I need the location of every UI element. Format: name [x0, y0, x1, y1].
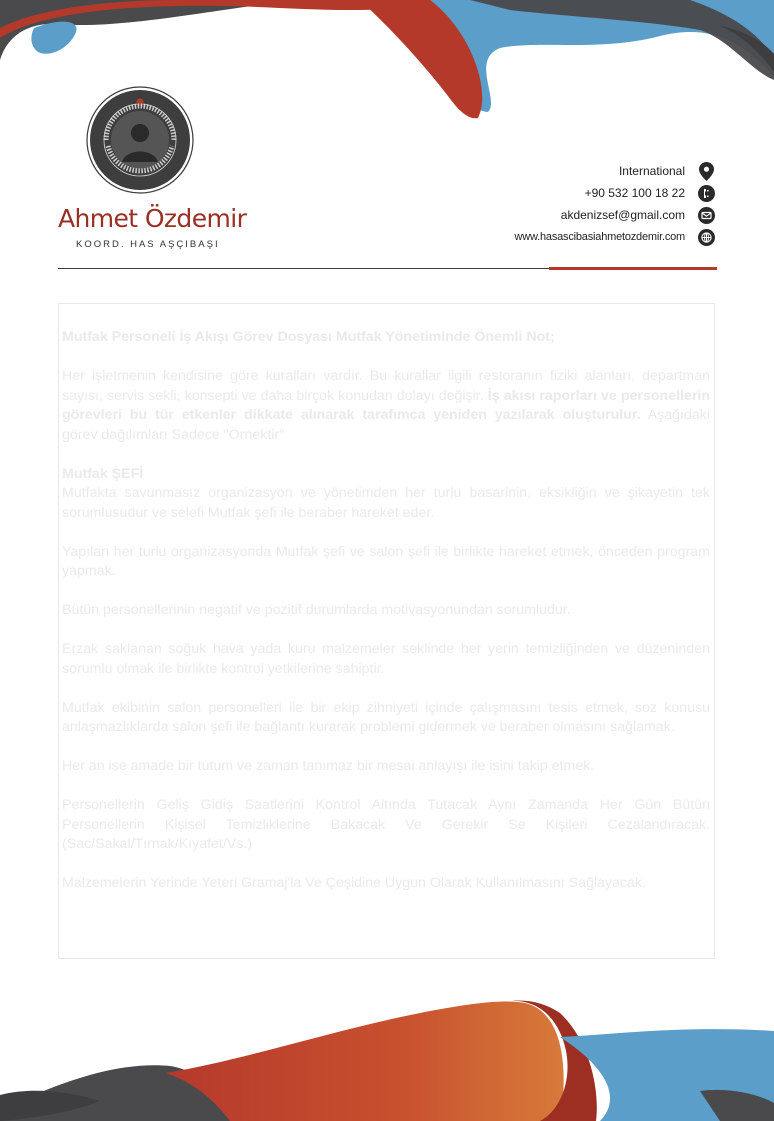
- location-pin-icon: [697, 162, 716, 181]
- paragraph-7: Personellerin Geliş Gidiş Saatlerini Kontrol Altında Tutacak Aynı Zamanda Her Gün Bütün Personellerin Kişisel Temizliklerine Bakacak Ve Gerekir Se Kişileri Cezalandıracak.(Sac/Sakal/Tırnak/Kıyafet/Vs.): [62, 797, 710, 852]
- contact-location: [396, 160, 716, 182]
- intro-end-text: Aşağıdaki görev dağılımları Sadece "Örnektir": [62, 407, 710, 443]
- website-text[interactable]: www.hasascibasiahmetozdemir.com: [514, 231, 685, 243]
- contact-phone: [396, 182, 716, 204]
- owner-title: KOORD. HAS AŞÇIBAŞI: [76, 239, 220, 250]
- contact-block: [396, 160, 716, 248]
- paragraph-3: Bütün personellerinin negatif ve pozitif durumlarda motivasyonundan sorumludur.: [62, 602, 571, 618]
- document-title: Mutfak Personeli İş Akışı Görev Dosyası Mutfak Yönetiminde Önemli Not;: [62, 329, 555, 345]
- contact-email: [396, 204, 716, 226]
- section-chef: [62, 465, 710, 524]
- paragraph-4: Erzak saklanan soğuk hava yada kuru malzemeler seklinde her yerin temizliğinden ve düzeninden sorumlu olmak ile birlikte kontrol yetkilerine sahiptir.: [62, 641, 710, 677]
- paragraph-6: Her an ise amade bir tutum ve zaman tanımaz bir mesai anlayışı ile isini takip etmek.: [62, 758, 595, 774]
- location-text: International: [618, 164, 685, 178]
- intro-bold-text: İş akısı raporları ve personellerin görevleri bu tür etkenler dikkate alınarak tarafımca yeniden yazılarak oluşturulur.: [62, 387, 710, 423]
- paragraph-5: Mutfak ekibinin salon personelleri ile bir ekip zihniyeti içinde çalışmasını tesis etmek, soz konusu anlaşmazlıklarda salon şefi ile bağlantı kurarak problemi gidermek ve beraber olmasını sağlamak.: [62, 699, 710, 735]
- globe-icon: [697, 228, 716, 247]
- contact-website: [396, 226, 716, 248]
- header-divider-accent: [549, 267, 717, 270]
- section-title: Mutfak ŞEFİ: [62, 465, 144, 482]
- document-body: [62, 328, 710, 913]
- paragraph-8: Malzemelerin Yerinde Yeteri Gramaj'la Ve Çeşidine Uygun Olarak Kullanılmasını Sağlayacak.: [62, 875, 646, 891]
- intro-paragraph: [62, 367, 710, 445]
- intro-text: Her işletmenin kendisine göre kuralları vardır. Bu kurallar ilgili restoranın fiziki alanları, departman sayısı, servis sekli, konsepti ve daha birçok konudan dolayı değişir.: [62, 368, 710, 404]
- paragraph-1: Mutfakta savunmasız organizasyon ve yönetimden her turlu basarinin, eksikliğin ve şikayetin tek sorumlusudur ve selefi Mutfak şefi ile beraber hareket eder.: [62, 485, 710, 521]
- chef-logo-badge: [86, 86, 194, 194]
- email-icon: [697, 206, 716, 225]
- header-divider: [58, 268, 550, 269]
- phone-icon: [697, 184, 716, 203]
- owner-name: Ahmet Özdemir: [58, 204, 247, 233]
- footer-wave-decoration: [0, 991, 774, 1121]
- phone-text[interactable]: +90 532 100 18 22: [584, 186, 685, 200]
- email-text[interactable]: akdenizsef@gmail.com: [560, 208, 685, 222]
- paragraph-2: Yapılan her turlu organizasyonda Mutfak şefi ve salon şefi ile birlikte hareket etmek, önceden program yapmak.: [62, 543, 710, 579]
